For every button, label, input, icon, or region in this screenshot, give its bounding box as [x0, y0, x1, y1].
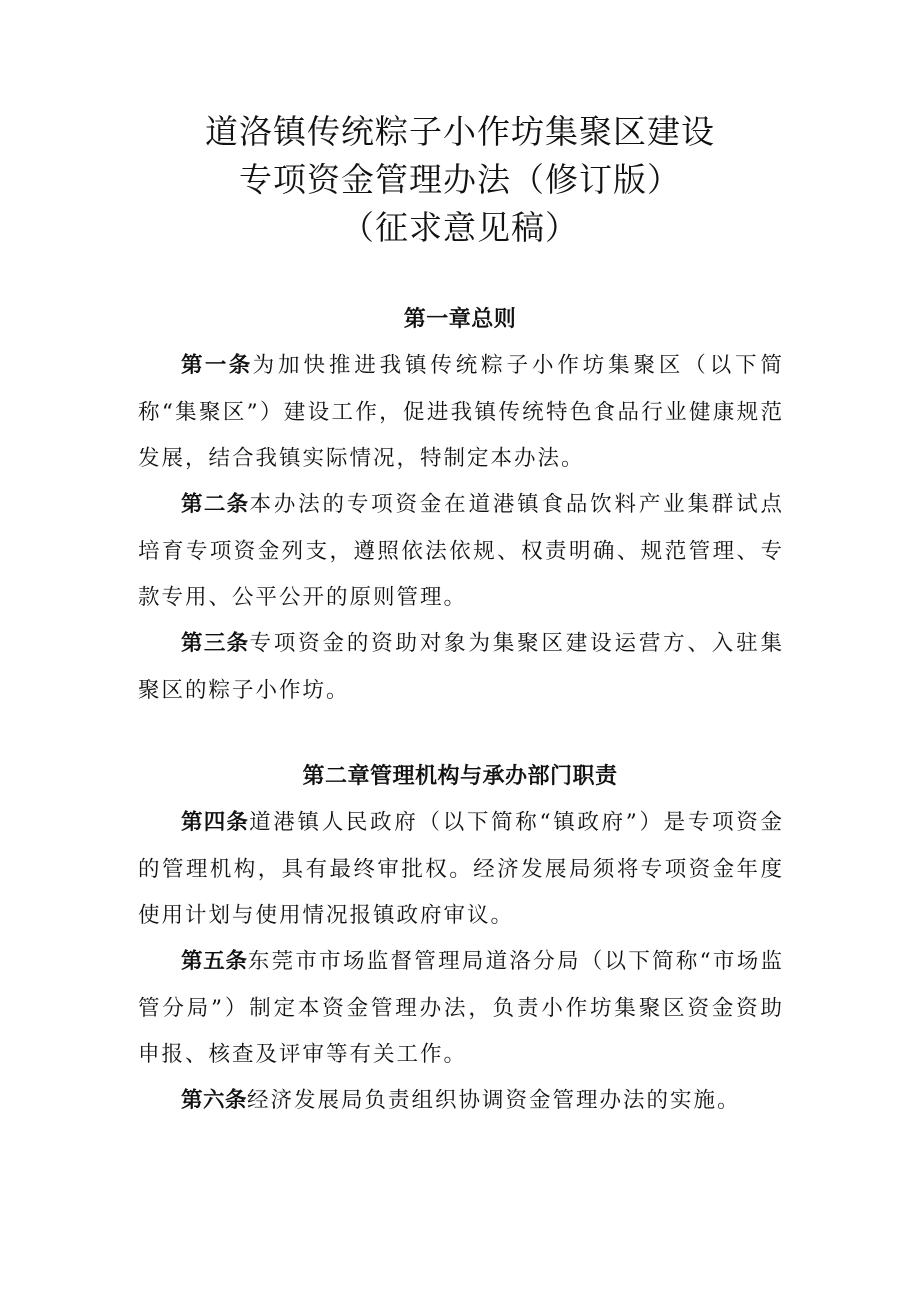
article-5	[138, 939, 784, 1079]
article-2	[138, 482, 784, 622]
article-5-label: 第五条	[181, 949, 248, 974]
article-1	[138, 343, 784, 483]
title-line-1: 道洛镇传统粽子小作坊集聚区建设	[205, 112, 715, 151]
article-1-label: 第一条	[181, 353, 253, 378]
article-3-text: 专项资金的资助对象为集聚区建设运营方、入驻集聚区的粽子小作坊。	[138, 631, 784, 703]
article-6-label: 第六条	[181, 1088, 248, 1113]
document-title	[0, 108, 920, 252]
article-6-text: 经济发展局负责组织协调资金管理办法的实施。	[247, 1088, 741, 1113]
article-4	[138, 800, 784, 940]
article-4-label: 第四条	[181, 810, 250, 835]
article-6	[138, 1078, 784, 1125]
article-2-label: 第二条	[181, 492, 250, 517]
chapter-1-heading: 第一章总则	[403, 306, 517, 332]
title-line-2: 专项资金管理办法（修订版）	[239, 160, 681, 199]
title-line-3: （征求意见稿）	[341, 208, 579, 247]
article-3	[138, 621, 784, 714]
article-5-text: 东莞市市场监督管理局道洛分局（以下简称“市场监管分局”）制定本资金管理办法，负责小作坊集聚区资金资助申报、核查及评审等有关工作。	[138, 949, 784, 1067]
chapter-2-heading: 第二章管理机构与承办部门职责	[302, 763, 618, 789]
article-3-label: 第三条	[181, 631, 250, 656]
article-2-text: 本办法的专项资金在道港镇食品饮料产业集群试点培育专项资金列支，遵照依法依规、权责明确、规范管理、专款专用、公平公开的原则管理。	[138, 492, 784, 610]
article-4-text: 道港镇人民政府（以下简称“镇政府”）是专项资金的管理机构，具有最终审批权。经济发展局须将专项资金年度使用计划与使用情况报镇政府审议。	[138, 810, 784, 928]
article-1-text: 为加快推进我镇传统粽子小作坊集聚区（以下简称“集聚区”）建设工作，促进我镇传统特色食品行业健康规范发展，结合我镇实际情况，特制定本办法。	[138, 353, 784, 471]
